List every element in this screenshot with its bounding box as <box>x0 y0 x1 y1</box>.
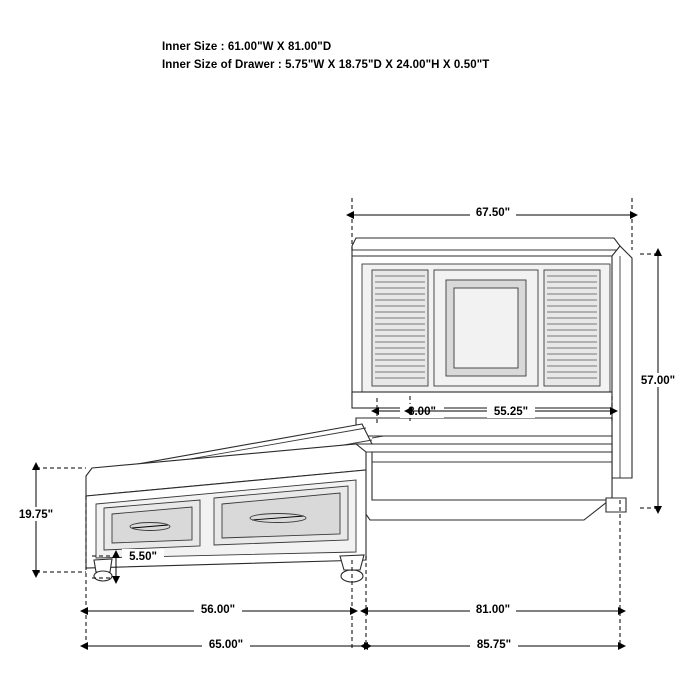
inner-size-line: Inner Size : 61.00"W X 81.00"D <box>162 41 332 53</box>
dim-headboard-width: 67.50" <box>475 207 511 219</box>
dim-bed-depth: 81.00" <box>475 604 511 616</box>
dim-inner-rail-width: 55.25" <box>493 406 529 418</box>
inner-drawer-size-line: Inner Size of Drawer : 5.75"W X 18.75"D X 24.00"H X 0.50"T <box>162 59 490 71</box>
dim-rail-gap: 8.00" <box>408 406 436 418</box>
dim-total-length: 85.75" <box>476 639 512 651</box>
dim-foot-depth: 56.00" <box>200 604 236 616</box>
bed-illustration <box>86 238 632 582</box>
dim-drawer-clearance: 5.50" <box>129 551 157 563</box>
dim-footboard-height: 19.75" <box>18 509 54 521</box>
dim-total-foot: 65.00" <box>208 639 244 651</box>
dim-headboard-height: 57.00" <box>640 375 676 387</box>
